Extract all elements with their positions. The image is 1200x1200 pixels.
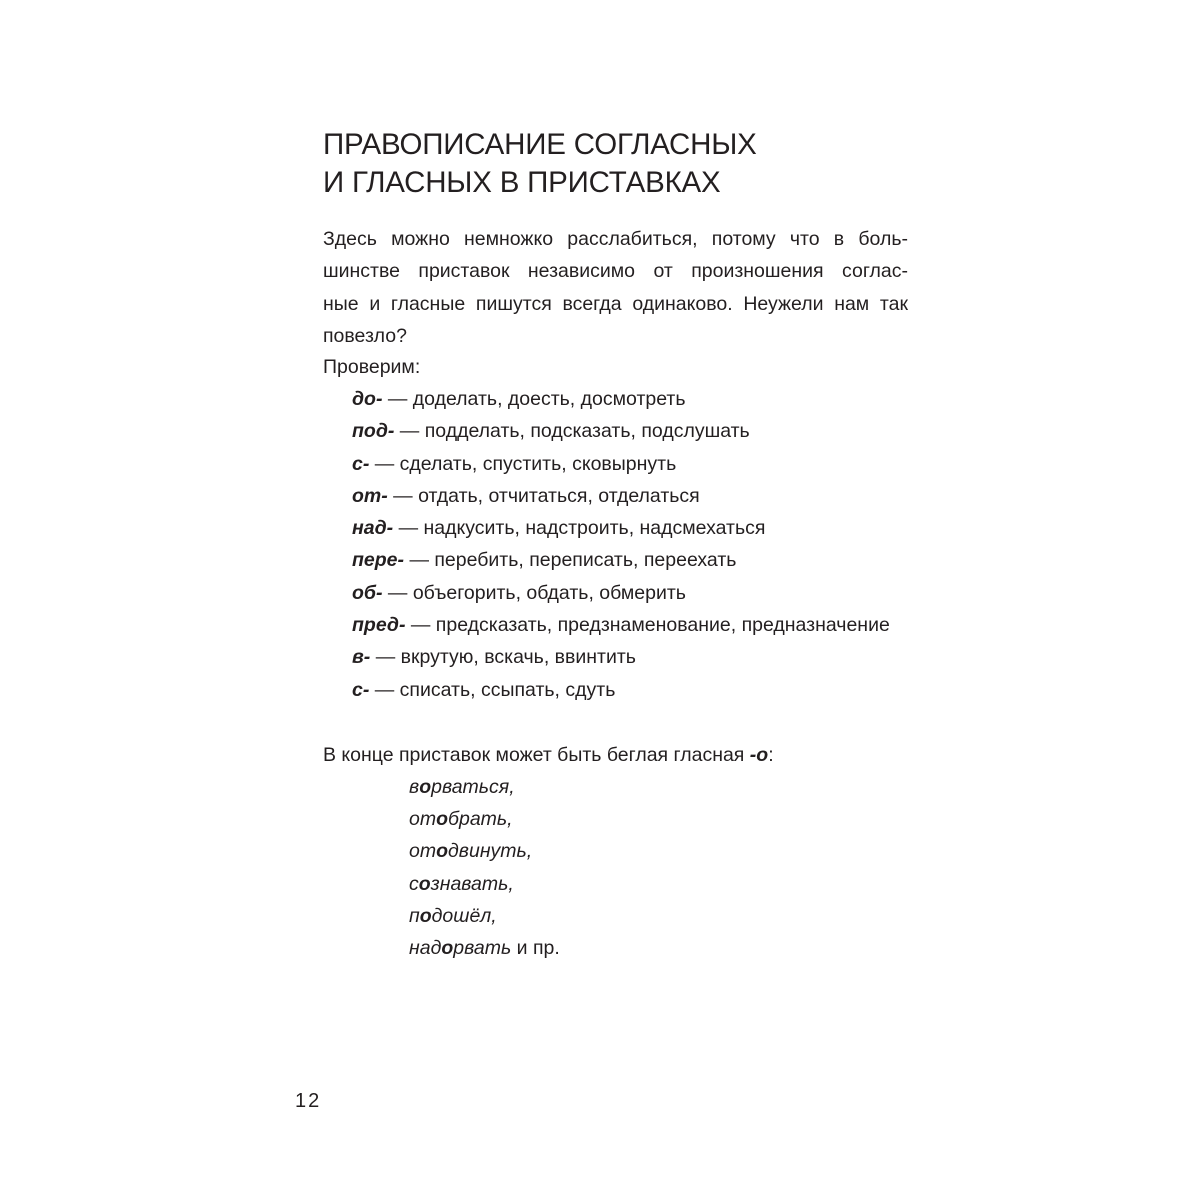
prefix-examples: — объегорить, обдать, обмерить	[387, 581, 686, 604]
word-part: брать,	[448, 808, 513, 831]
highlighted-vowel: о	[419, 776, 432, 798]
example-word	[409, 803, 560, 835]
intro-line: шинстве приставок независимо от произношения соглас-	[323, 260, 908, 283]
fluent-examples-list	[409, 771, 560, 964]
word-part: дошёл,	[431, 904, 497, 927]
prefix-item	[352, 609, 890, 641]
prefix: пред-	[352, 614, 406, 637]
example-word	[409, 900, 560, 932]
prefix-examples: — вкрутую, вскачь, ввинтить	[375, 646, 636, 669]
prefix-examples: — доделать, доесть, досмотреть	[387, 388, 686, 410]
word-part: п	[409, 904, 420, 927]
word-part: двинуть,	[448, 840, 533, 863]
word-part: знавать,	[430, 872, 514, 895]
prefix-examples: — перебить, переписать, переехать	[409, 549, 737, 572]
word-part: рвать	[453, 936, 512, 959]
highlighted-vowel: о	[441, 936, 454, 959]
word-part: от	[409, 840, 437, 863]
highlighted-vowel: о	[418, 872, 431, 895]
prefix: от-	[352, 484, 388, 507]
fluent-vowel-statement	[323, 739, 774, 771]
fluent-vowel-colon: :	[768, 744, 774, 766]
prefix: в-	[352, 646, 371, 669]
word-part: с	[409, 872, 419, 895]
prefix-examples: — подделать, подсказать, подслушать	[399, 420, 750, 443]
intro-line: повезло?	[323, 324, 407, 347]
prefix: до-	[352, 388, 383, 410]
word-part: рваться,	[431, 776, 515, 798]
prefix-item	[352, 577, 890, 609]
prefix-item	[352, 512, 890, 544]
intro-line: ные и гласные пишутся всегда одинаково. Неужели нам так	[323, 292, 908, 315]
word-part: над	[409, 936, 442, 959]
title-line-1: ПРАВОПИСАНИЕ СОГЛАСНЫХ	[323, 128, 757, 161]
prefix-item	[352, 448, 890, 480]
prefix-examples: — надкусить, надстроить, надсмехаться	[398, 517, 766, 540]
prefix-examples: — списать, ссыпать, сдуть	[374, 678, 616, 701]
example-word	[409, 771, 560, 803]
prefix-item	[352, 641, 890, 673]
prefix-list	[352, 383, 890, 706]
prefix-item	[352, 544, 890, 576]
page-number: 12	[295, 1090, 322, 1112]
prefix-examples: — сделать, спустить, сковырнуть	[374, 452, 677, 475]
prefix-examples: — предсказать, предзнаменование, предназначение	[410, 614, 890, 637]
word-part: в	[409, 776, 420, 798]
title-line-2: И ГЛАСНЫХ В ПРИСТАВКАХ	[323, 166, 721, 199]
fluent-vowel-text: В конце приставок может быть беглая гласная	[323, 744, 750, 766]
prefix-item	[352, 383, 890, 415]
check-label: Проверим:	[323, 356, 421, 378]
prefix: с-	[352, 678, 370, 701]
prefix: с-	[352, 452, 370, 475]
prefix-examples: — отдать, отчитаться, отделаться	[393, 484, 700, 507]
page-title	[323, 126, 923, 202]
example-word	[409, 868, 560, 900]
intro-line: Здесь можно немножко расслабиться, потому что в боль-	[323, 228, 908, 250]
highlighted-vowel: о	[436, 840, 449, 863]
prefix: пере-	[352, 549, 405, 572]
prefix-item	[352, 674, 890, 706]
highlighted-vowel: о	[436, 808, 449, 831]
prefix-item	[352, 415, 890, 447]
intro-paragraph	[323, 223, 908, 352]
prefix: под-	[352, 420, 395, 443]
prefix: над-	[352, 517, 394, 540]
example-word	[409, 835, 560, 867]
prefix-item	[352, 480, 890, 512]
fluent-vowel: -о	[749, 744, 769, 766]
word-part: от	[409, 808, 437, 831]
highlighted-vowel: о	[419, 904, 432, 927]
word-tail: и пр.	[511, 936, 560, 959]
example-word	[409, 932, 560, 964]
prefix: об-	[352, 581, 383, 604]
